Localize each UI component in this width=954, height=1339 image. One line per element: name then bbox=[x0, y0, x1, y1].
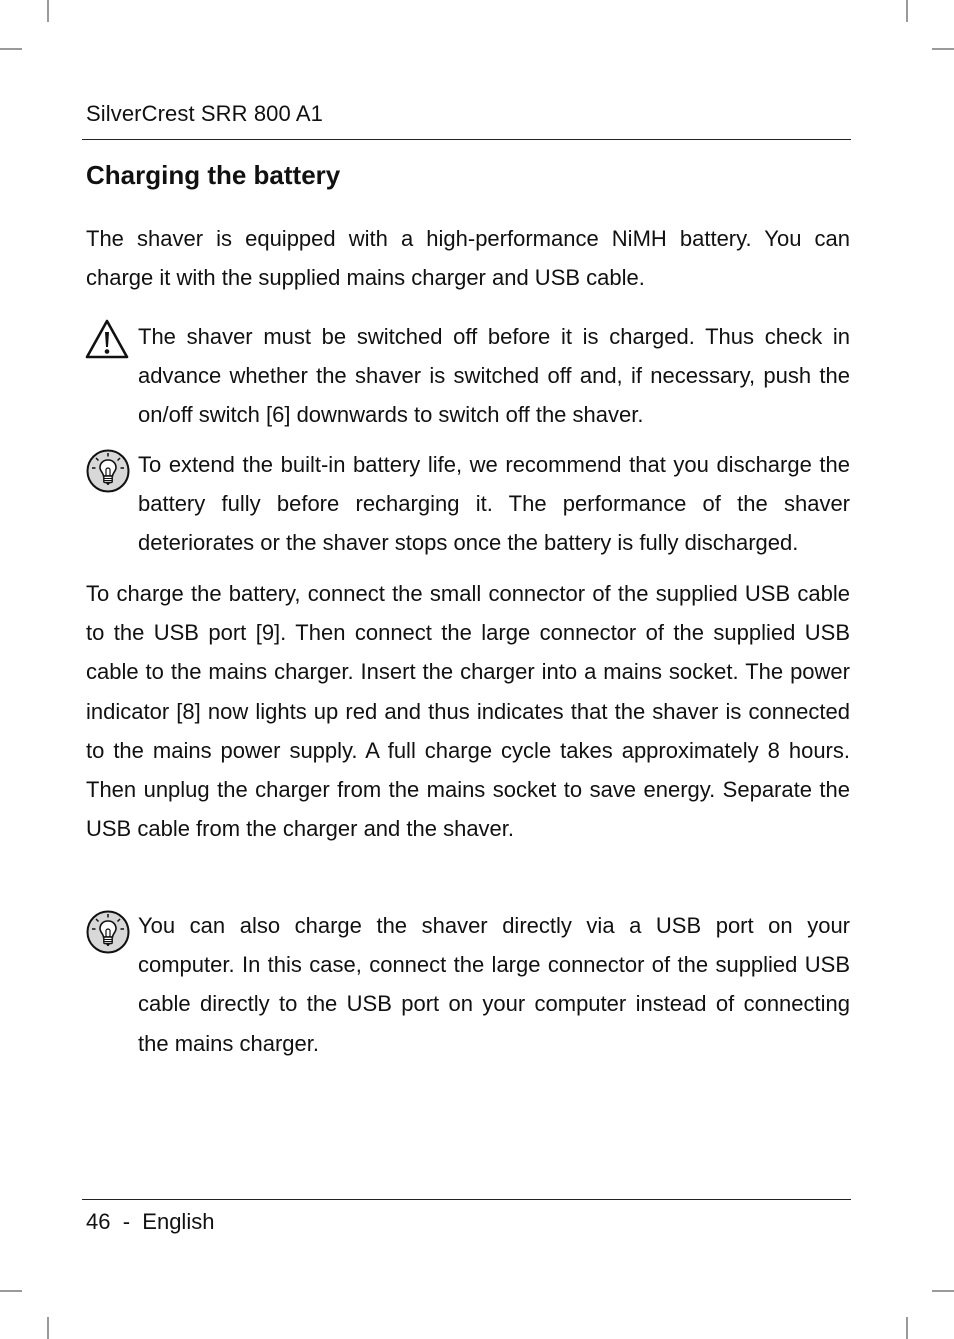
footer-separator: - bbox=[122, 1209, 131, 1234]
crop-mark-bottom-right bbox=[932, 1290, 954, 1292]
tip-note-text: To extend the built-in battery life, we recommend that you discharge the battery fully before recharging it. The performance of the shaver deteriorates or the shaver stops once the battery is fully discharged. bbox=[138, 452, 850, 556]
intro-paragraph: The shaver is equipped with a high-performance NiMH battery. You can charge it with the supplied mains charger and USB cable. bbox=[86, 226, 850, 291]
crop-mark-top-right bbox=[906, 0, 908, 22]
warning-note-text: The shaver must be switched off before it is charged. Thus check in advance whether the shaver is switched off and, if necessary, push the on/off switch [6] downwards to switch off the shaver. bbox=[138, 324, 850, 428]
warning-triangle-icon bbox=[84, 317, 130, 363]
footer-rule bbox=[82, 1199, 851, 1200]
crop-mark-top-left bbox=[0, 48, 22, 50]
crop-mark-top-left bbox=[47, 0, 49, 22]
crop-mark-bottom-left bbox=[0, 1290, 22, 1292]
tip-note-text: You can also charge the shaver directly via a USB port on your computer. In this case, connect the large connector of the supplied USB cable directly to the USB port on your computer instead of connecting the mains charger. bbox=[138, 913, 850, 1056]
section-heading: Charging the battery bbox=[86, 160, 341, 190]
crop-mark-bottom-right bbox=[906, 1317, 908, 1339]
crop-mark-bottom-left bbox=[47, 1317, 49, 1339]
header-rule bbox=[82, 139, 851, 140]
charging-instructions-paragraph: To charge the battery, connect the small connector of the supplied USB cable to the USB port [9]. Then connect the large connector of the supplied USB cable to the mains charger. Insert the charger into a mains socket. The power indicator [8] now lights up red and thus indicates that the shaver is connected to the mains power supply. A full charge cycle takes approximately 8 hours. Then unplug the charger from the mains socket to save energy. Separate the USB cable from the charger and the shaver. bbox=[86, 581, 850, 842]
document-header-title: SilverCrest SRR 800 A1 bbox=[86, 101, 323, 126]
page-footer bbox=[86, 1207, 214, 1237]
footer-language: English bbox=[142, 1209, 215, 1234]
crop-mark-top-right bbox=[932, 48, 954, 50]
lightbulb-tip-icon bbox=[85, 448, 131, 494]
lightbulb-tip-icon bbox=[85, 909, 131, 955]
page-number: 46 bbox=[86, 1209, 111, 1234]
